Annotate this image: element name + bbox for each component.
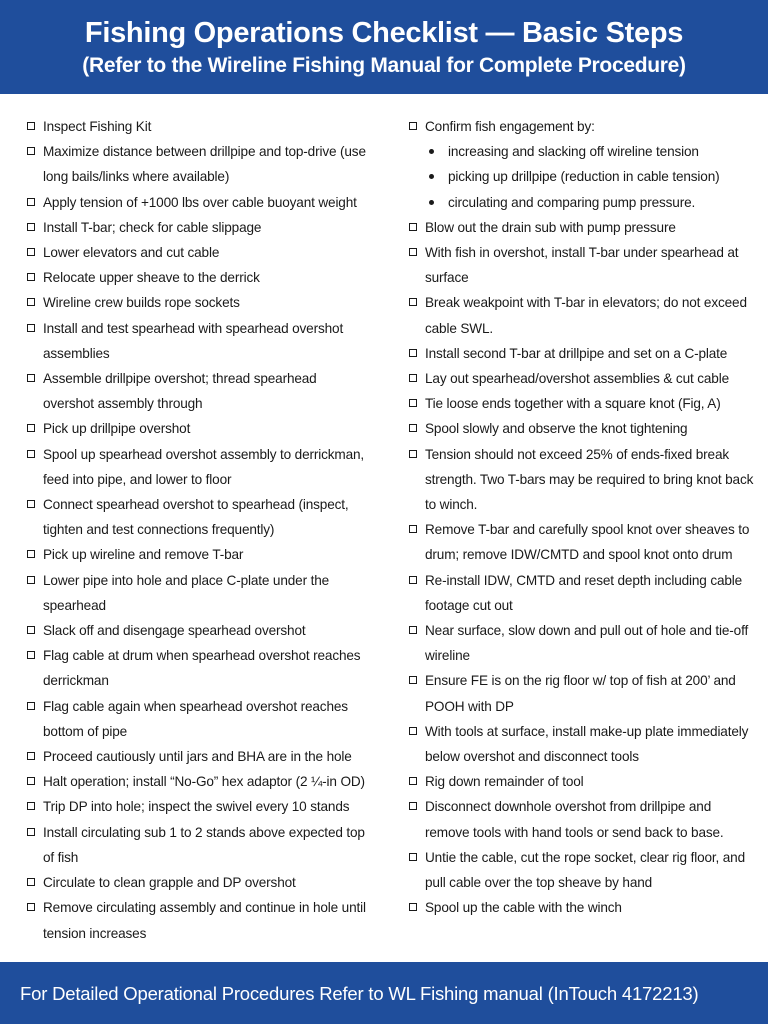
checklist-item-label: Remove circulating assembly and continue in hole until tension increases xyxy=(43,900,366,941)
checkbox-icon xyxy=(27,576,35,584)
checkbox-icon xyxy=(409,424,417,432)
checklist-item xyxy=(408,341,758,366)
checklist-item-label: Proceed cautiously until jars and BHA are in the hole xyxy=(43,749,352,765)
checklist-item xyxy=(26,794,366,819)
checkbox-icon xyxy=(27,248,35,256)
checklist-subitem xyxy=(408,164,758,189)
checkbox-icon xyxy=(27,802,35,810)
checkbox-icon xyxy=(409,676,417,684)
checklist-item xyxy=(26,694,366,744)
checklist-item-label: Install circulating sub 1 to 2 stands above expected top of fish xyxy=(43,824,365,865)
checklist-item-label: Wireline crew builds rope sockets xyxy=(43,295,240,311)
checklist-item xyxy=(408,794,758,844)
checklist-item xyxy=(26,240,366,265)
checklist-item xyxy=(408,416,758,441)
header-banner xyxy=(0,0,768,94)
checklist-item-label: Re-install IDW, CMTD and reset depth including cable footage cut out xyxy=(425,572,743,613)
checkbox-icon xyxy=(409,223,417,231)
checklist-item-label: Apply tension of +1000 lbs over cable buoyant weight xyxy=(43,194,357,210)
checklist-item-label: Tension should not exceed 25% of ends-fixed break strength. Two T-bars may be required to bring knot back to winch. xyxy=(425,446,754,513)
checklist-item-label: Disconnect downhole overshot from drillpipe and remove tools with hand tools or send back to base. xyxy=(425,799,724,840)
checklist-item-label: Blow out the drain sub with pump pressure xyxy=(425,219,676,235)
checklist-item-label: Ensure FE is on the rig floor w/ top of fish at 200’ and POOH with DP xyxy=(425,673,736,714)
checklist-item xyxy=(408,668,758,718)
checkbox-icon xyxy=(27,702,35,710)
checkbox-icon xyxy=(27,626,35,634)
checklist-item-label: Lower elevators and cut cable xyxy=(43,245,220,261)
checklist-item xyxy=(408,517,758,567)
checkbox-icon xyxy=(27,903,35,911)
checklist-item-label: Spool up spearhead overshot assembly to derrickman, feed into pipe, and lower to floor xyxy=(43,446,365,487)
checklist-item xyxy=(408,442,758,518)
checkbox-icon xyxy=(409,576,417,584)
checkbox-icon xyxy=(409,399,417,407)
checkbox-icon xyxy=(409,122,417,130)
checkbox-icon xyxy=(27,878,35,886)
checklist-item-label: Assemble drillpipe overshot; thread spearhead overshot assembly through xyxy=(43,371,317,412)
checklist-item xyxy=(408,215,758,240)
checklist-item-label: Tie loose ends together with a square knot (Fig, A) xyxy=(425,396,721,412)
checkbox-icon xyxy=(409,626,417,634)
checkbox-icon xyxy=(27,374,35,382)
checkbox-icon xyxy=(409,450,417,458)
checklist-item-label: Relocate upper sheave to the derrick xyxy=(43,270,260,286)
checklist-item xyxy=(26,870,366,895)
checklist-subitem-label: circulating and comparing pump pressure. xyxy=(448,194,696,210)
checklist-item xyxy=(408,769,758,794)
checklist-item-label: With tools at surface, install make-up plate immediately below overshot and disconnect tools xyxy=(425,723,749,765)
checklist-item-label: Spool slowly and observe the knot tightening xyxy=(425,421,688,437)
checklist-item xyxy=(408,366,758,391)
checklist-right-column xyxy=(408,114,758,921)
checklist-item xyxy=(26,744,366,769)
checkbox-icon xyxy=(409,903,417,911)
checklist-item-label: Install T-bar; check for cable slippage xyxy=(43,219,262,235)
checklist-item xyxy=(26,442,366,492)
checklist-item xyxy=(26,139,366,189)
checkbox-icon xyxy=(27,450,35,458)
checklist-item-label: Maximize distance between drillpipe and top-drive (use long bails/links where available) xyxy=(43,144,366,185)
checklist-item xyxy=(408,290,758,340)
checklist-item-label: Break weakpoint with T-bar in elevators; do not exceed cable SWL. xyxy=(425,295,747,336)
checklist-item xyxy=(26,820,366,870)
checklist-item xyxy=(26,290,366,315)
checkbox-icon xyxy=(409,727,417,735)
checkbox-icon xyxy=(409,777,417,785)
checklist-item xyxy=(408,618,758,668)
checkbox-icon xyxy=(27,777,35,785)
page-title: Fishing Operations Checklist — Basic Steps xyxy=(84,17,684,49)
checklist-item xyxy=(26,568,366,618)
checklist-item xyxy=(26,265,366,290)
checkbox-icon xyxy=(27,122,35,130)
checklist-item xyxy=(26,769,366,794)
checkbox-icon xyxy=(27,550,35,558)
checklist-item-label: Lay out spearhead/overshot assemblies & cut cable xyxy=(425,371,729,387)
checklist-item xyxy=(26,366,366,416)
footer-text: For Detailed Operational Procedures Refer to WL Fishing manual (InTouch 4172213) xyxy=(20,983,699,1004)
checklist-item xyxy=(26,542,366,567)
bullet-icon xyxy=(429,200,434,205)
checklist-item-label: Install second T-bar at drillpipe and set on a C-plate xyxy=(425,345,728,361)
checklist-item-label: Pick up wireline and remove T-bar xyxy=(43,547,244,563)
checkbox-icon xyxy=(27,828,35,836)
checklist-item xyxy=(26,114,366,139)
checklist-item xyxy=(408,568,758,618)
checklist-item-label: Halt operation; install “No-Go” hex adaptor (2 ¼-in OD) xyxy=(43,774,365,790)
checklist-item-label: Lower pipe into hole and place C-plate under the spearhead xyxy=(43,572,330,613)
checkbox-icon xyxy=(27,651,35,659)
checklist-item-label: Flag cable at drum when spearhead overshot reaches derrickman xyxy=(43,648,361,689)
checklist-item xyxy=(26,618,366,643)
checklist-item-label: Near surface, slow down and pull out of hole and tie-off wireline xyxy=(425,623,749,664)
checklist-subitem-label: picking up drillpipe (reduction in cable tension) xyxy=(448,169,720,185)
checklist-item xyxy=(26,416,366,441)
checklist-item-label: Flag cable again when spearhead overshot reaches bottom of pipe xyxy=(43,698,348,739)
checklist-item xyxy=(26,643,366,693)
checklist-item-label: Untie the cable, cut the rope socket, clear rig floor, and pull cable over the top sheave by hand xyxy=(425,849,745,891)
checkbox-icon xyxy=(409,298,417,306)
checklist-item xyxy=(26,492,366,542)
checklist-item-label: Install and test spearhead with spearhead overshot assemblies xyxy=(43,320,344,361)
checklist-left-column xyxy=(26,114,366,946)
checklist-item-label: Pick up drillpipe overshot xyxy=(43,421,191,437)
footer-banner xyxy=(0,962,768,1024)
checklist-item-label: Inspect Fishing Kit xyxy=(43,119,152,134)
checkbox-icon xyxy=(27,198,35,206)
checklist-item xyxy=(26,316,366,366)
bullet-icon xyxy=(429,174,434,179)
checklist-subitem-label: increasing and slacking off wireline tension xyxy=(448,144,699,160)
checklist-item xyxy=(408,719,758,769)
checkbox-icon xyxy=(409,349,417,357)
checklist-item-label: Trip DP into hole; inspect the swivel every 10 stands xyxy=(43,799,350,815)
checkbox-icon xyxy=(409,248,417,256)
checkbox-icon xyxy=(27,147,35,155)
checklist-item xyxy=(408,391,758,416)
checkbox-icon xyxy=(409,525,417,533)
checklist-item-label: Circulate to clean grapple and DP overshot xyxy=(43,875,296,891)
checklist-item xyxy=(408,240,758,290)
checkbox-icon xyxy=(27,223,35,231)
checklist-item-label: Rig down remainder of tool xyxy=(425,774,584,790)
page-subtitle: (Refer to the Wireline Fishing Manual for Complete Procedure) xyxy=(82,54,686,77)
checklist-item-label: Spool up the cable with the winch xyxy=(425,900,622,916)
checkbox-icon xyxy=(409,802,417,810)
checklist-item-label: Connect spearhead overshot to spearhead (inspect, tighten and test connections frequently) xyxy=(43,497,349,538)
checklist-item xyxy=(408,895,758,920)
checkbox-icon xyxy=(27,273,35,281)
checkbox-icon xyxy=(27,424,35,432)
bullet-icon xyxy=(429,149,434,154)
checklist-item-label: Slack off and disengage spearhead overshot xyxy=(43,623,306,639)
checklist-item xyxy=(408,845,758,895)
checkbox-icon xyxy=(27,298,35,306)
checklist-item xyxy=(408,114,758,139)
checklist-subitem xyxy=(408,139,758,164)
checklist-item-label: With fish in overshot, install T-bar under spearhead at surface xyxy=(425,245,739,286)
checklist-item xyxy=(26,215,366,240)
checkbox-icon xyxy=(27,324,35,332)
checkbox-icon xyxy=(409,374,417,382)
checklist-item-label: Remove T-bar and carefully spool knot over sheaves to drum; remove IDW/CMTD and spool knot onto drum xyxy=(425,522,750,563)
checkbox-icon xyxy=(409,853,417,861)
checklist-subitem xyxy=(408,190,758,215)
checklist-item xyxy=(26,895,366,945)
checkbox-icon xyxy=(27,500,35,508)
checkbox-icon xyxy=(27,752,35,760)
checklist-item xyxy=(26,190,366,215)
checklist-item-label: Confirm fish engagement by: xyxy=(425,119,595,134)
